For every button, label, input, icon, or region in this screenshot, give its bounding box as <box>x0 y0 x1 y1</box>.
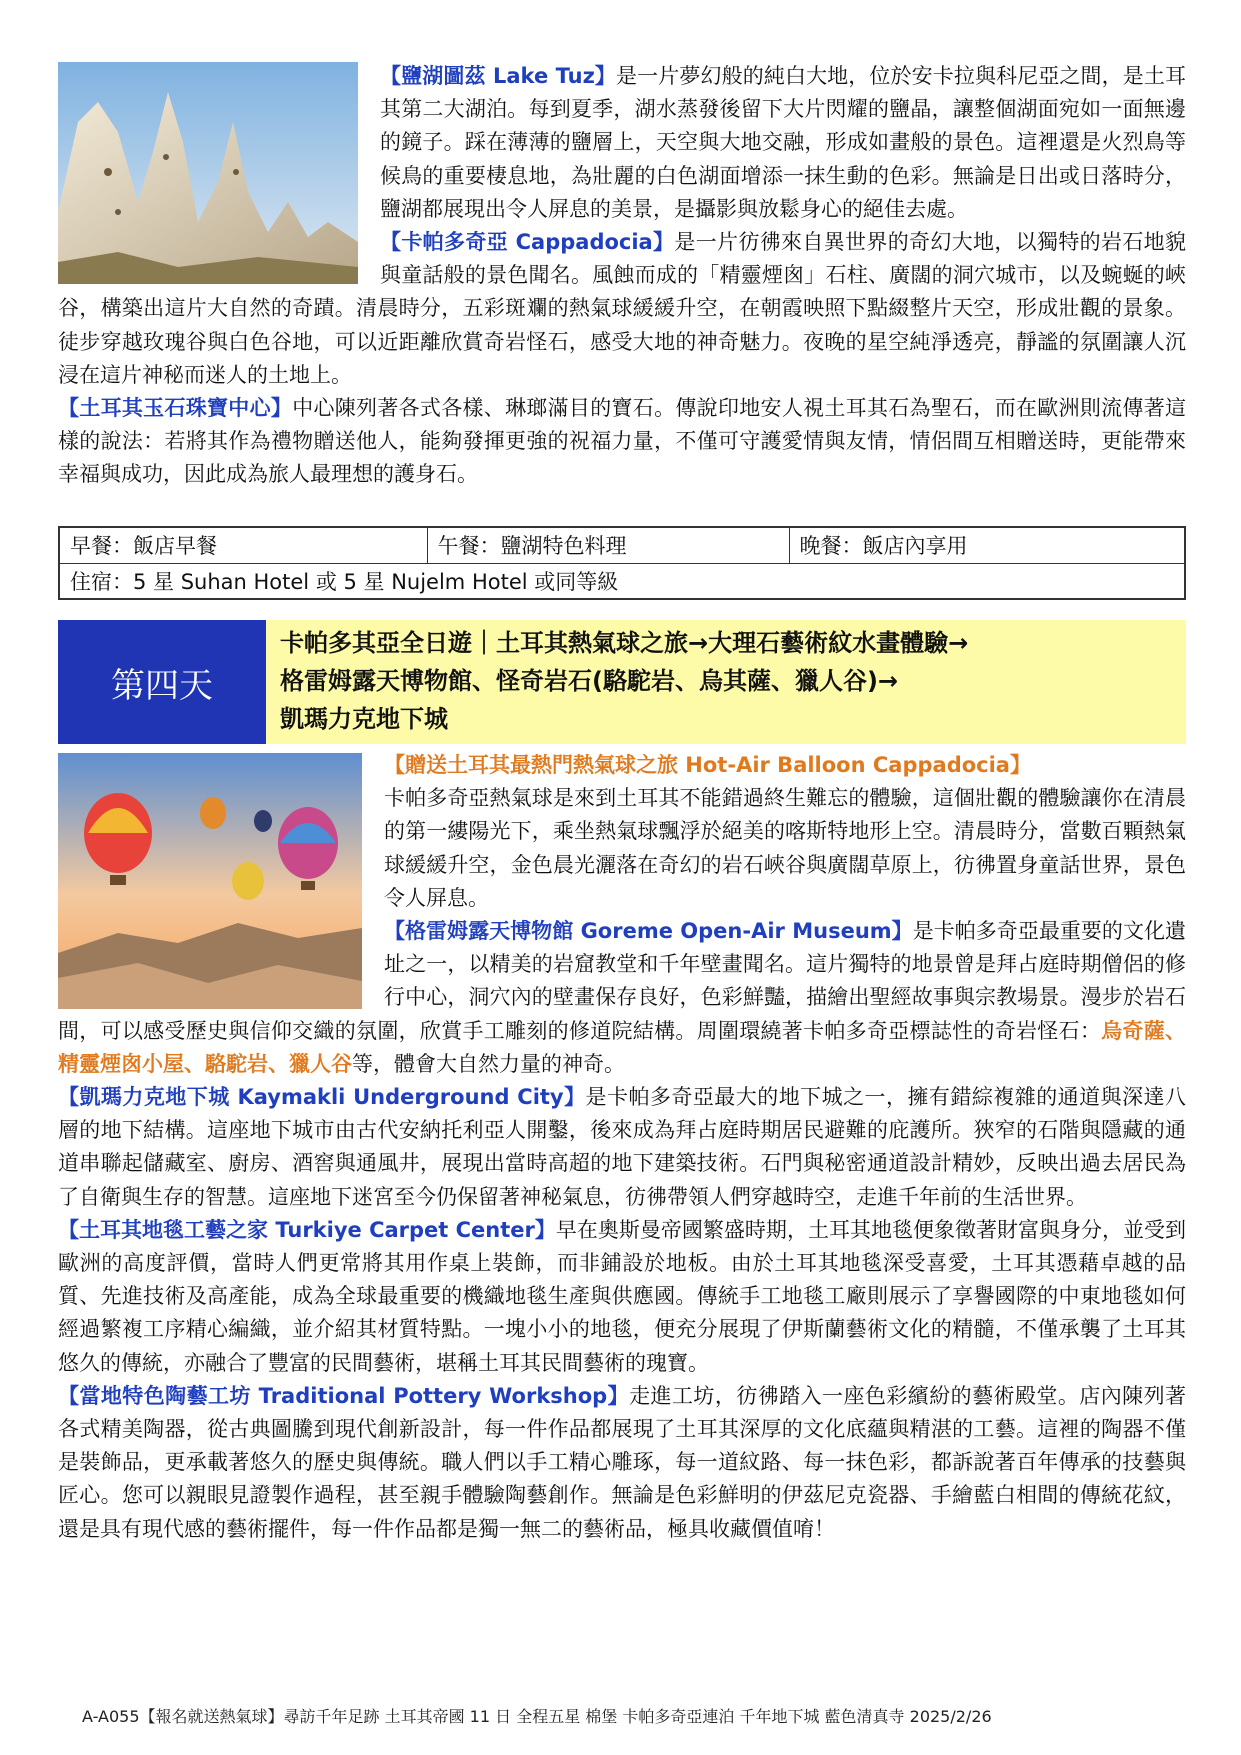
balloon-text: 卡帕多奇亞熱氣球是來到土耳其不能錯過終生難忘的體驗，這個壯觀的體驗讓你在清晨的第一縷陽光下，乘坐熱氣球飄浮於絕美的喀斯特地形上空。清晨時分，當數百顆熱氣球緩緩升空，金色晨光灑落在奇幻的岩石峽谷與廣闊草原上，彷彿置身童話世界，景色令人屏息。 <box>384 786 1186 910</box>
balloon-heading: 【贈送土耳其最熱門熱氣球之旅 Hot-Air Balloon Cappadocia】 <box>384 753 1031 777</box>
breakfast-cell: 早餐：飯店早餐 <box>59 527 427 563</box>
day4-title-line3: 凱瑪力克地下城 <box>280 705 448 733</box>
carpet-heading: 【土耳其地毯工藝之家 Turkiye Carpet Center】 <box>58 1217 556 1242</box>
lake-tuz-text: 是一片夢幻般的純白大地，位於安卡拉與科尼亞之間，是土耳其第二大湖泊。每到夏季，湖水蒸發後留下大片閃耀的鹽晶，讓整個湖面宛如一面無邊的鏡子。踩在薄薄的鹽層上，天空與大地交融，形成如畫般的景色。這裡還是火烈鳥等候鳥的重要棲息地，為壯麗的白色湖面增添一抹生動的色彩。無論是日出或日落時分，鹽湖都展現出令人屏息的美景，是攝影與放鬆身心的絕佳去處。 <box>380 64 1187 221</box>
day4-title-line1: 卡帕多其亞全日遊｜土耳其熱氣球之旅→大理石藝術紋水畫體驗→ <box>280 629 969 657</box>
pottery-text: 走進工坊，彷彿踏入一座色彩繽紛的藝術殿堂。店內陳列著各式精美陶器，從古典圖騰到現代創新設計，每一件作品都展現了土耳其深厚的文化底蘊與精湛的工藝。這裡的陶器不僅是裝飾品，更承載著悠久的歷史與傳統。職人們以手工精心雕琢，每一道紋路、每一抹色彩，都訴說著百年傳承的技藝與匠心。您可以親眼見證製作過程，甚至親手體驗陶藝創作。無論是色彩鮮明的伊茲尼克瓷器、手繪藍白相間的傳統花紋，還是具有現代感的藝術擺件，每一件作品都是獨一無二的藝術品，極具收藏價值唷！ <box>58 1383 1187 1541</box>
lunch-cell: 午餐：鹽湖特色料理 <box>427 527 789 563</box>
day4-title-line2: 格雷姆露天博物館、怪奇岩石(駱駝岩、烏其薩、獵人谷)→ <box>280 667 899 695</box>
day4-banner <box>58 620 1186 744</box>
jade-center-text: 中心陳列著各式各樣、琳瑯滿目的寶石。傳說印地安人視土耳其石為聖石，而在歐洲則流傳著這樣的說法：若將其作為禮物贈送他人，能夠發揮更強的祝福力量，不僅可守護愛情與友情，情侶間互相贈送時，更能帶來幸福與成功，因此成為旅人最理想的護身石。 <box>58 396 1187 487</box>
dinner-cell: 晚餐：飯店內享用 <box>789 527 1185 563</box>
jade-center-heading: 【土耳其玉石珠寶中心】 <box>58 396 293 421</box>
goreme-text: 是卡帕多奇亞最重要的文化遺址之一，以精美的岩窟教堂和千年壁畫聞名。這片獨特的地景曾是拜占庭時期僧侶的修行中心，洞穴內的壁畫保存良好，色彩鮮豔，描繪出聖經故事與宗教場景。漫步於岩石間，可以感受歷史與信仰交織的氛圍，欣賞手工雕刻的修道院結構。周圍環繞著卡帕多奇亞標誌性的奇岩怪石： <box>58 919 1187 1043</box>
goreme-heading: 【格雷姆露天博物館 Goreme Open-Air Museum】 <box>384 919 913 944</box>
section-day4-details <box>58 749 1186 1546</box>
section-lake-tuz-cappadocia <box>58 60 1186 492</box>
kaymakli-heading: 【凱瑪力克地下城 Kaymakli Underground City】 <box>58 1085 586 1110</box>
day4-badge: 第四天 <box>58 620 266 744</box>
lake-tuz-heading: 【鹽湖圖茲 Lake Tuz】 <box>380 64 617 88</box>
goreme-highlight: 烏奇薩、精靈煙囪小屋、駱駝岩、獵人谷 <box>58 1018 1187 1076</box>
cappadocia-text: 是一片彷彿來自異世界的奇幻大地，以獨特的岩石地貌與童話般的景色聞名。風蝕而成的「精靈煙囪」石柱、廣闊的洞穴城市，以及蜿蜒的峽谷，構築出這片大自然的奇蹟。清晨時分，五彩斑斕的熱氣球緩緩升空，在朝霞映照下點綴整片天空，形成壯觀的景象。徒步穿越玫瑰谷與白色谷地，可以近距離欣賞奇岩怪石，感受大地的神奇魅力。夜晚的星空純淨透亮，靜謐的氛圍讓人沉浸在這片神秘而迷人的土地上。 <box>58 230 1187 387</box>
carpet-text: 早在奧斯曼帝國繁盛時期，土耳其地毯便象徵著財富與身分，並受到歐洲的高度評價，當時人們更常將其用作桌上裝飾，而非鋪設於地板。由於土耳其地毯深受喜愛，土耳其憑藉卓越的品質、先進技術及高產能，成為全球最重要的機織地毯生產與供應國。傳統手工地毯工廠則展示了享譽國際的中東地毯如何經過繁複工序精心編織，並介紹其材質特點。一塊小小的地毯，便充分展現了伊斯蘭藝術文化的精髓，不僅承襲了土耳其悠久的傳統，亦融合了豐富的民間藝術，堪稱土耳其民間藝術的瑰寶。 <box>58 1217 1186 1375</box>
cappadocia-rocks-photo <box>58 62 358 284</box>
hotel-cell: 住宿：5 星 Suhan Hotel 或 5 星 Nujelm Hotel 或同等級 <box>59 563 1185 599</box>
kaymakli-text: 是卡帕多奇亞最大的地下城之一，擁有錯綜複雜的通道與深達八層的地下結構。這座地下城市由古代安納托利亞人開鑿，後來成為拜占庭時期居民避難的庇護所。狹窄的石階與隱藏的通道串聯起儲藏室、廚房、酒窖與通風井，展現出當時高超的地下建築技術。石門與秘密通道設計精妙，反映出過去居民為了自衛與生存的智慧。這座地下迷宮至今仍保留著神秘氣息，彷彿帶領人們穿越時空，走進千年前的生活世界。 <box>58 1085 1186 1209</box>
cappadocia-heading: 【卡帕多奇亞 Cappadocia】 <box>380 230 675 255</box>
pottery-heading: 【當地特色陶藝工坊 Traditional Pottery Workshop】 <box>58 1383 630 1408</box>
meal-table <box>58 526 1186 600</box>
hot-air-balloon-photo <box>58 753 362 1009</box>
day4-title <box>280 624 1170 738</box>
goreme-tail: 等，體會大自然力量的神奇。 <box>352 1051 625 1076</box>
page-footer: A-A055【報名就送熱氣球】尋訪千年足跡 土耳其帝國 11 日 全程五星 棉堡 卡帕多奇亞連泊 千年地下城 藍色清真寺 2025/2/26 <box>82 1707 992 1726</box>
